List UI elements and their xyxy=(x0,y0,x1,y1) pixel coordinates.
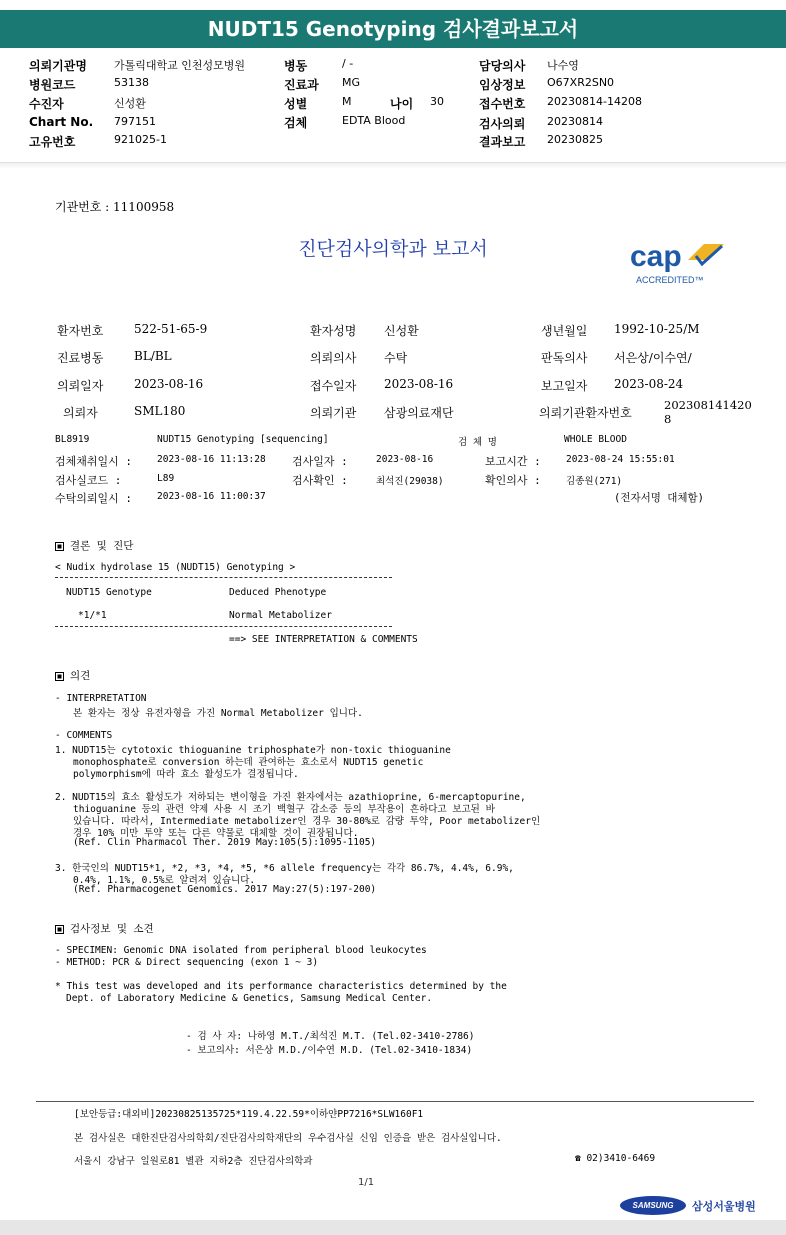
result-col-phenotype: Deduced Phenotype xyxy=(229,587,327,598)
patient-label: 의뢰일자 xyxy=(57,379,104,393)
header-value: 가톨릭대학교 인천성모병원 xyxy=(114,59,246,72)
comment-line: 3. 한국인의 NUDT15*1, *2, *3, *4, *5, *6 allele frequency는 각각 86.7%, 4.4%, 6.9%, xyxy=(55,863,514,874)
header-label: 접수번호 xyxy=(479,97,526,111)
patient-label: 생년월일 xyxy=(541,324,588,338)
comment-line: 2. NUDT15의 효소 활성도가 저하되는 변이형을 가진 환자에서는 azathioprine, 6-mercaptopurine, xyxy=(55,792,526,803)
test-code: BL8919 xyxy=(55,434,90,445)
header-value: EDTA Blood xyxy=(342,114,406,127)
patient-value: 2023-08-24 xyxy=(614,377,684,391)
result-genotype: *1/*1 xyxy=(78,610,107,621)
patient-label: 환자번호 xyxy=(57,324,104,338)
comment-line: monophosphate로 conversion 하는데 관여하는 효소로서 NUDT15 genetic xyxy=(73,757,424,768)
patient-label: 보고일자 xyxy=(541,379,588,393)
test-label: 검사실코드 : xyxy=(55,474,122,487)
test-label: 보고시간 : xyxy=(485,455,541,468)
header-label: 고유번호 xyxy=(29,135,76,149)
patient-value: 1992-10-25/M xyxy=(614,322,700,336)
certification-line: 본 검사실은 대한진단검사의학회/진단검사의학재단의 우수검사실 신임 인증을 받은 검사실입니다. xyxy=(74,1133,502,1144)
specimen-value: WHOLE BLOOD xyxy=(564,434,627,445)
test-label: 검체채취일시 : xyxy=(55,455,133,468)
patient-value: 202308141420 xyxy=(664,398,752,412)
header-value: / - xyxy=(342,57,354,70)
header-value: 20230814 xyxy=(547,115,603,128)
patient-value: BL/BL xyxy=(134,349,172,363)
header-label: 담당의사 xyxy=(479,59,526,73)
section-bullet-icon xyxy=(55,925,64,934)
header-label: 임상정보 xyxy=(479,78,526,92)
disclaimer-line: * This test was developed and its performance characteristics determined by the xyxy=(55,981,507,992)
result-divider xyxy=(55,626,392,627)
cap-accredited-logo xyxy=(628,242,738,290)
patient-value: 2023-08-16 xyxy=(134,377,204,391)
header-value: M xyxy=(342,95,352,108)
test-name: NUDT15 Genotyping [sequencing] xyxy=(157,434,329,445)
patient-label: 판독의사 xyxy=(541,351,588,365)
header-label: 병원코드 xyxy=(29,78,76,92)
header-value: O67XR2SN0 xyxy=(547,76,615,89)
patient-value: SML180 xyxy=(134,404,186,418)
disclaimer-line: Dept. of Laboratory Medicine & Genetics, Samsung Medical Center. xyxy=(66,993,433,1004)
hospital-name: 삼성서울병원 xyxy=(692,1200,756,1213)
test-value: L89 xyxy=(157,473,175,484)
section-bullet-icon xyxy=(55,672,64,681)
patient-label: 의뢰자 xyxy=(63,406,98,420)
interpretation-text: 본 환자는 정상 유전자형을 가진 Normal Metabolizer 입니다. xyxy=(73,708,363,719)
result-col-genotype: NUDT15 Genotype xyxy=(66,587,152,598)
test-label: 수탁의뢰일시 : xyxy=(55,492,133,505)
test-value: 2023-08-24 15:55:01 xyxy=(566,454,675,465)
header-value: 53138 xyxy=(114,76,149,89)
test-value: 2023-08-16 xyxy=(376,454,434,465)
header-label: 병동 xyxy=(284,59,308,73)
method-line: - METHOD: PCR & Direct sequencing (exon 1 ~ 3) xyxy=(55,957,319,968)
reporter-line: - 보고의사: 서은상 M.D./이수연 M.D. (Tel.02-3410-1834) xyxy=(186,1045,473,1056)
comment-line: 있습니다. 따라서, Intermediate metabolizer인 경우 30-80%로 감량 투약, Poor metabolizer인 xyxy=(73,816,541,827)
examiner-line: - 검 사 자: 나하영 M.T./최석진 M.T. (Tel.02-3410-2786) xyxy=(186,1031,475,1042)
report-title: 진단검사의학과 보고서 xyxy=(298,238,488,260)
test-value: 2023-08-16 11:00:37 xyxy=(157,491,266,502)
header-value: 797151 xyxy=(114,115,156,128)
patient-label: 접수일자 xyxy=(310,379,357,393)
patient-label: 진료병동 xyxy=(57,351,104,365)
patient-label: 의뢰의사 xyxy=(310,351,357,365)
result-divider xyxy=(55,577,392,578)
test-label: 검사확인 : xyxy=(292,474,348,487)
header-value: 신성환 xyxy=(114,97,146,110)
comment-line: thioguanine 등의 관련 약제 사용 시 조기 백혈구 감소증 등의 부작용이 흔하다고 보고된 바 xyxy=(73,804,495,815)
patient-value: 2023-08-16 xyxy=(384,377,454,391)
patient-value: 서은상/이수연/ xyxy=(614,351,692,365)
phone-number: ☎ 02)3410-6469 xyxy=(575,1153,656,1164)
test-label: 검사일자 : xyxy=(292,455,348,468)
header-label: 성별 xyxy=(284,97,308,111)
interpretation-title: - INTERPRETATION xyxy=(55,693,147,704)
test-label: 확인의사 : xyxy=(485,474,541,487)
header-label: 수진자 xyxy=(29,97,64,111)
institution-number: 기관번호 : 11100958 xyxy=(55,200,175,214)
cap-logo-text: cap xyxy=(630,240,682,273)
header-label: 검사의뢰 xyxy=(479,117,526,131)
header-value: 나수영 xyxy=(547,59,579,72)
specimen-line: - SPECIMEN: Genomic DNA isolated from peripheral blood leukocytes xyxy=(55,945,427,956)
header-label: 결과보고 xyxy=(479,135,526,149)
cap-checkmark-icon xyxy=(684,242,730,272)
patient-value: 신성환 xyxy=(384,324,419,338)
header-value: 20230814-14208 xyxy=(547,95,642,108)
patient-value: 8 xyxy=(664,412,672,426)
header-value: 30 xyxy=(430,95,444,108)
page-number: 1/1 xyxy=(358,1177,375,1188)
patient-label: 의뢰기관환자번호 xyxy=(539,406,632,420)
header-divider xyxy=(0,162,786,169)
header-label: 의뢰기관명 xyxy=(29,59,87,73)
specimen-label: 검 체 명 xyxy=(458,437,497,448)
section-bullet-icon xyxy=(55,542,64,551)
footer-rule xyxy=(36,1101,754,1102)
result-heading: 결론 및 진단 xyxy=(55,538,133,553)
test-value: 김종원(271) xyxy=(566,476,623,487)
result-phenotype: Normal Metabolizer xyxy=(229,610,332,621)
result-see-note: ==> SEE INTERPRETATION & COMMENTS xyxy=(229,634,418,645)
comments-title: - COMMENTS xyxy=(55,730,113,741)
header-value: 921025-1 xyxy=(114,133,167,146)
patient-label: 환자성명 xyxy=(310,324,357,338)
result-subtitle: < Nudix hydrolase 15 (NUDT15) Genotyping > xyxy=(55,562,296,573)
samsung-hospital-logo xyxy=(620,1194,760,1218)
test-value: 2023-08-16 11:13:28 xyxy=(157,454,266,465)
comment-line: polymorphism에 따라 효소 활성도가 결정됩니다. xyxy=(73,769,299,780)
header-label: Chart No. xyxy=(29,115,94,129)
comment-line: 0.4%, 1.1%, 0.5%로 알려져 있습니다. xyxy=(73,875,256,886)
comment-line: (Ref. Clin Pharmacol Ther. 2019 May:105(5):1095-1105) xyxy=(73,837,377,848)
header-label: 진료과 xyxy=(284,78,319,92)
patient-value: 삼광의료재단 xyxy=(384,406,454,420)
header-value: 20230825 xyxy=(547,133,603,146)
patient-label: 의뢰기관 xyxy=(310,406,357,420)
cap-logo-subtext: ACCREDITED™ xyxy=(636,275,704,285)
bottom-strip xyxy=(0,1220,786,1235)
header-label: 검체 xyxy=(284,116,308,130)
security-line: [보안등급:대외비]20230825135725*119.4.22.59*이하얀PP7216*SLW160F1 xyxy=(74,1109,424,1120)
info-heading: 검사정보 및 소견 xyxy=(55,921,154,936)
test-value: 최석진(29038) xyxy=(376,476,444,487)
patient-value: 수탁 xyxy=(384,351,408,365)
comment-line: 경우 10% 미만 투약 또는 다른 약물로 대체할 것이 권장됩니다. xyxy=(73,828,359,839)
signature-note: (전자서명 대체함) xyxy=(614,492,704,504)
address-line: 서울시 강남구 일원로81 별관 지하2층 진단검사의학과 xyxy=(74,1156,313,1167)
header-label: 나이 xyxy=(390,97,414,111)
comment-line: 1. NUDT15는 cytotoxic thioguanine triphosphate가 non-toxic thioguanine xyxy=(55,745,451,756)
patient-value: 522-51-65-9 xyxy=(134,322,208,336)
comment-line: (Ref. Pharmacogenet Genomics. 2017 May:27(5):197-200) xyxy=(73,884,377,895)
samsung-logo: SAMSUNG xyxy=(620,1196,686,1215)
opinion-heading: 의견 xyxy=(55,668,90,683)
header-value: MG xyxy=(342,76,361,89)
report-banner-title: NUDT15 Genotyping 검사결과보고서 xyxy=(0,10,786,48)
